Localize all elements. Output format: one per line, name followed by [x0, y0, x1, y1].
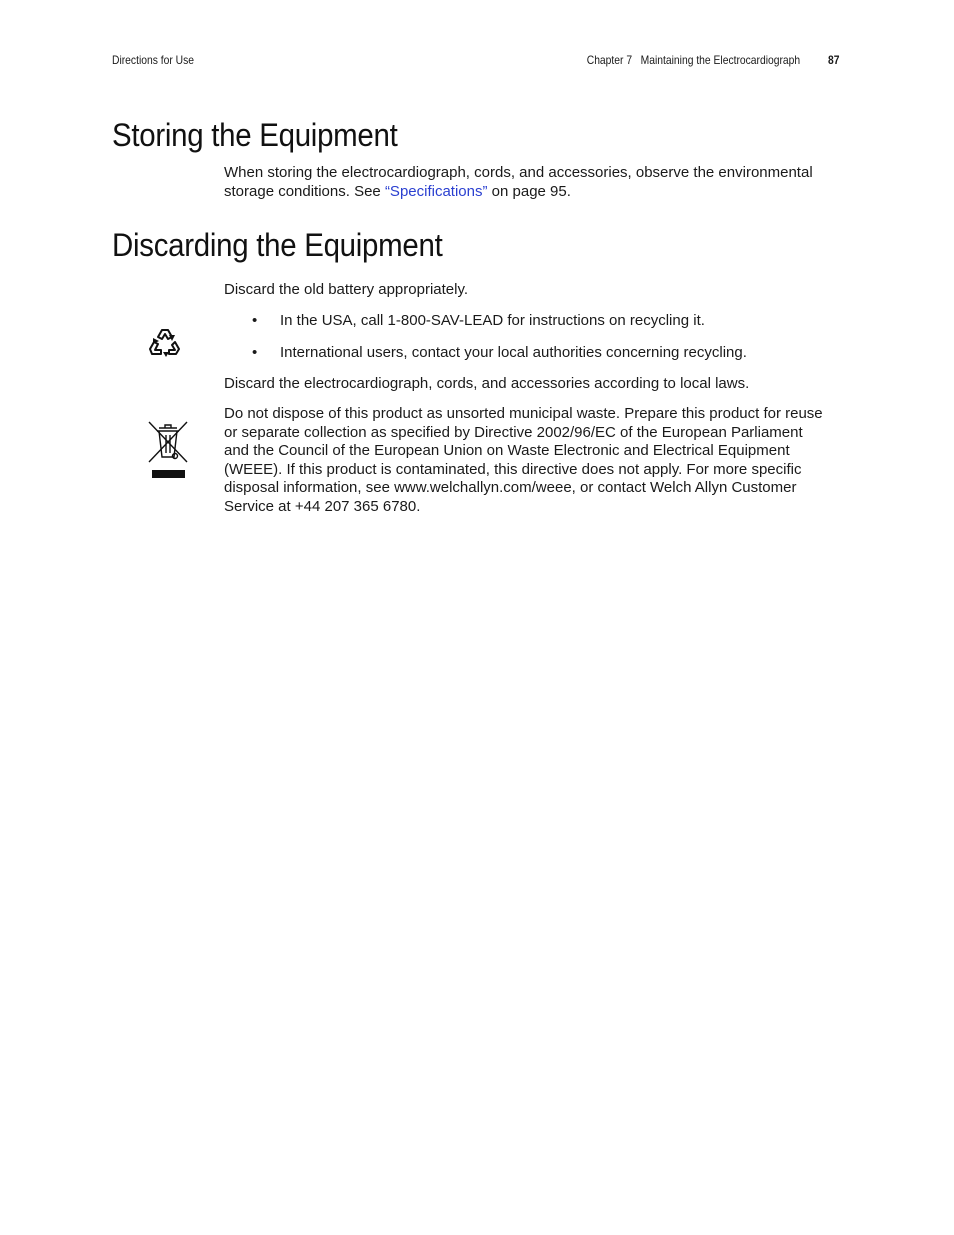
- heading-discarding: Discarding the Equipment: [112, 227, 443, 263]
- list-item-text: In the USA, call 1-800-SAV-LEAD for instructions on recycling it.: [280, 312, 705, 329]
- header-chapter: [587, 53, 800, 67]
- specifications-link[interactable]: “Specifications”: [384, 183, 488, 200]
- laws-paragraph: Discard the electrocardiograph, cords, and accessories according to local laws.: [224, 375, 750, 392]
- page-number: 87: [828, 53, 840, 67]
- battery-intro: Discard the old battery appropriately.: [224, 281, 469, 298]
- storing-text-after: on page 95.: [487, 183, 571, 200]
- header-chapter-number: Chapter 7: [586, 53, 632, 67]
- bullet-icon: •: [252, 344, 258, 361]
- header-doc-title: Directions for Use: [112, 53, 195, 67]
- storing-paragraph: [224, 163, 844, 201]
- weee-paragraph: Do not dispose of this product as unsorted municipal waste. Prepare this product for reuse or separate collection as specified by Directive 2002/96/EC of the European Parliament and the Council of the European Union on Waste Electronic and Electrical Equipment (WEEE). If this product is contaminated, this directive does not apply. For more specific disposal information, see www.welchallyn.com/weee, or contact Welch Allyn Customer Service at +44 207 365 6780.: [224, 405, 823, 515]
- storing-text-before: When storing the electrocardiograph, cords, and accessories, observe the environmental storage conditions. See: [224, 164, 813, 200]
- bullet-icon: •: [252, 312, 258, 329]
- heading-storing: Storing the Equipment: [112, 117, 398, 153]
- crossed-out-bin-icon: [146, 419, 190, 481]
- list-item-text: International users, contact your local authorities concerning recycling.: [280, 344, 747, 361]
- header-chapter-title: Maintaining the Electrocardiograph: [640, 53, 800, 67]
- recycle-icon: [148, 326, 184, 360]
